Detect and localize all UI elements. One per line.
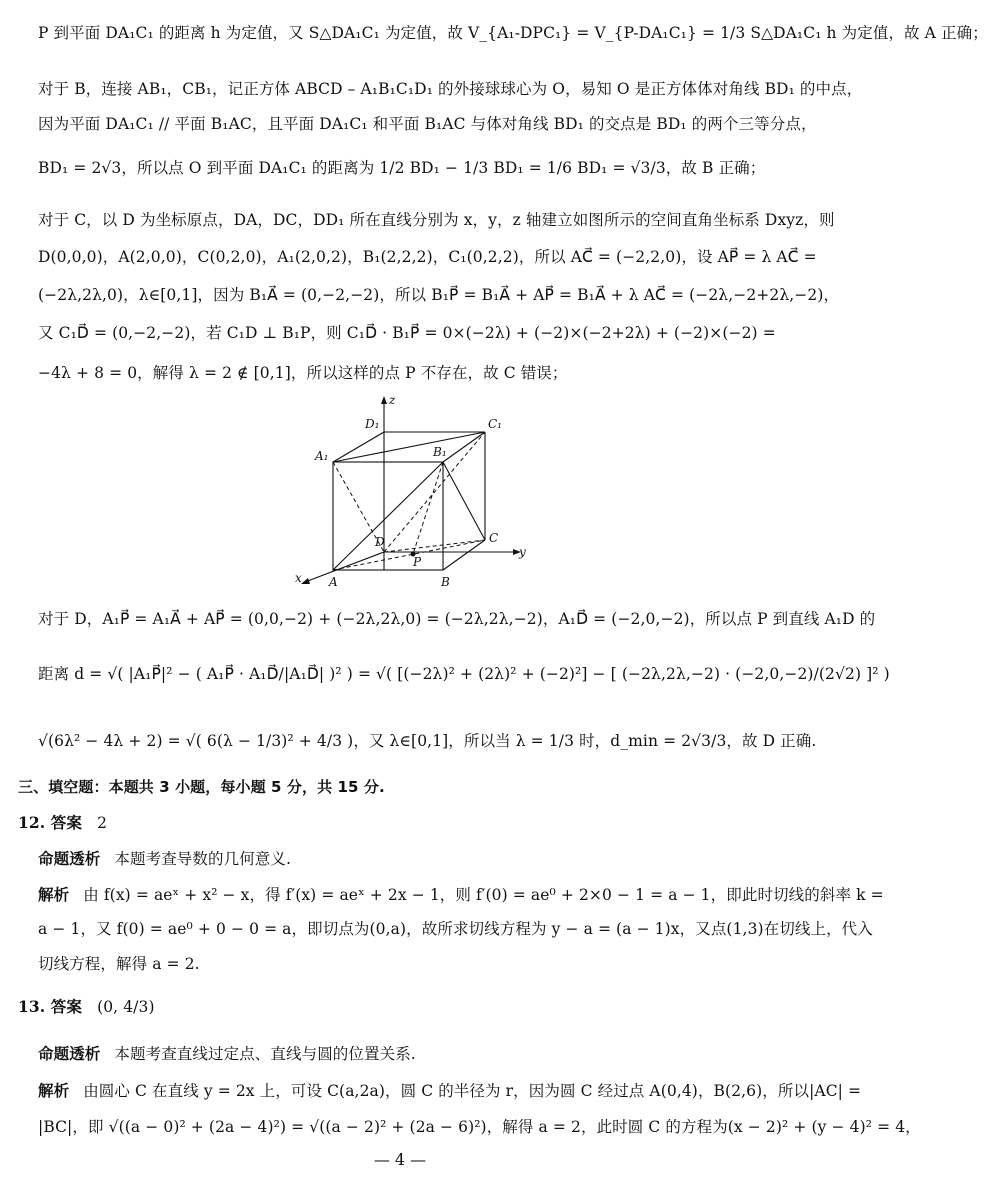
segment-A1C1 [333,432,485,462]
text-line: BD₁ = 2√3，所以点 O 到平面 DA₁C₁ 的距离为 1/2 BD₁ − 1/3 BD₁ = 1/6 BD₁ = √3/3，故 B 正确； [38,159,766,177]
q13-answer: (0, 4/3) [97,998,155,1016]
q13-analysis-line [38,1043,778,1065]
text-line: P 到平面 DA₁C₁ 的距离 h 为定值，又 S△DA₁C₁ 为定值，故 V_{A₁-DPC₁} = V_{P-DA₁C₁} = 1/3 S△DA₁C₁ h 为定值，故 A 正确； [38,24,988,42]
label-D1: D₁ [365,417,380,431]
q13-solution-line [38,1080,862,1102]
segment-AB1 [333,462,443,570]
x-axis [305,552,384,582]
label-D: D [375,535,385,549]
q12-analysis: 本题考查导数的几何意义. [114,850,292,868]
label-A: A [329,575,338,589]
label-A1: A₁ [315,449,329,463]
section-heading: 三、填空题：本题共 3 小题，每小题 5 分，共 15 分. [18,778,385,796]
label-P: P [413,555,422,569]
text-line: −4λ + 8 = 0，解得 λ = 2 ∉ [0,1]，所以这样的点 P 不存在，故 C 错误； [38,364,568,382]
text-line: 对于 B，连接 AB₁，CB₁，记正方体 ABCD – A₁B₁C₁D₁ 的外接球球心为 O，易知 O 是正方体体对角线 BD₁ 的中点， [38,80,863,98]
segment-B1P-hidden [413,462,443,554]
q13-solution-line: |BC|，即 √((a − 0)² + (2a − 4)²) = √((a − 2)² + (2a − 6)²)，解得 a = 2，此时圆 C 的方程为(x − 2)² + (y − 4)² = 4， [38,1118,921,1136]
q12-answer-line [18,812,758,834]
q13-analysis-label: 命题透析 [38,1044,101,1063]
cube-figure [295,392,535,592]
q12-solution-line: a − 1，又 f(0) = ae⁰ + 0 − 0 = a，即切点为(0,a)，故所求切线方程为 y − a = (a − 1)x，又点(1,3)在切线上，代入 [38,920,873,938]
text-line: 因为平面 DA₁C₁ // 平面 B₁AC，且平面 DA₁C₁ 和平面 B₁AC 与体对角线 BD₁ 的交点是 BD₁ 的两个三等分点， [38,115,817,133]
z-axis-arrow [381,396,387,404]
q13-solution-text: 由圆心 C 在直线 y = 2x 上，可设 C(a,2a)，圆 C 的半径为 r，因为圆 C 经过点 A(0,4)，B(2,6)，所以|AC| = [83,1082,862,1100]
text-line: (−2λ,2λ,0)，λ∈[0,1]，因为 B₁A⃗ = (0,−2,−2)，所以 B₁P⃗ = B₁A⃗ + AP⃗ = B₁A⃗ + λ AC⃗ = (−2λ,−2+2λ,−2)， [38,286,840,304]
q13-solution-label: 解析 [38,1081,70,1100]
segment-AC-hidden [333,540,485,570]
label-B1: B₁ [433,445,447,459]
q13-analysis: 本题考查直线过定点、直线与圆的位置关系. [114,1045,416,1063]
label-B: B [441,575,450,589]
label-C1: C₁ [488,417,502,431]
text-line: √(6λ² − 4λ + 2) = √( 6(λ − 1/3)² + 4/3 )，又 λ∈[0,1]，所以当 λ = 1/3 时，d_min = 2√3/3，故 D 正确. [38,732,817,750]
label-z: z [389,393,396,407]
q12-solution-label: 解析 [38,885,70,904]
q12-analysis-label: 命题透析 [38,849,101,868]
label-C: C [489,531,499,545]
q12-analysis-line [38,848,778,870]
label-x: x [295,571,302,585]
q12-solution-line: 切线方程，解得 a = 2. [38,955,200,973]
q12-number: 12. 答案 [18,813,82,832]
q13-answer-line [18,996,758,1018]
text-line: 距离 d = √( |A₁P⃗|² − ( A₁P⃗ · A₁D⃗/|A₁D⃗| )² ) = √( [(−2λ)² + (2λ)² + (−2)²] − [ (−2λ,2λ,−2) · (−2,0,−2)/(2√2) ]² ) [38,665,890,683]
text-line: 又 C₁D⃗ = (0,−2,−2)，若 C₁D ⊥ B₁P，则 C₁D⃗ · B₁P⃗ = 0×(−2λ) + (−2)×(−2+2λ) + (−2)×(−2) = [38,324,776,342]
text-line: 对于 C，以 D 为坐标原点，DA，DC，DD₁ 所在直线分别为 x，y，z 轴建立如图所示的空间直角坐标系 Dxyz，则 [38,211,835,229]
q12-solution-line [38,884,884,906]
q12-answer: 2 [97,814,108,832]
page-number: — 4 — [373,1150,427,1169]
text-line: 对于 D，A₁P⃗ = A₁A⃗ + AP⃗ = (0,0,−2) + (−2λ,2λ,0) = (−2λ,2λ,−2)，A₁D⃗ = (−2,0,−2)，所以点 P 到直线 A₁D 的 [38,610,876,628]
q13-number: 13. 答案 [18,997,82,1016]
text-line: D(0,0,0)，A(2,0,0)，C(0,2,0)，A₁(2,0,2)，B₁(2,2,2)，C₁(0,2,2)，所以 AC⃗ = (−2,2,0)，设 AP⃗ = λ AC⃗ = [38,248,817,266]
label-y: y [519,545,526,559]
q12-solution-text: 由 f(x) = aeˣ + x² − x，得 f′(x) = aeˣ + 2x − 1，则 f′(0) = ae⁰ + 2×0 − 1 = a − 1，即此时切线的斜率 k = [83,886,884,904]
x-axis-arrow [301,578,310,584]
